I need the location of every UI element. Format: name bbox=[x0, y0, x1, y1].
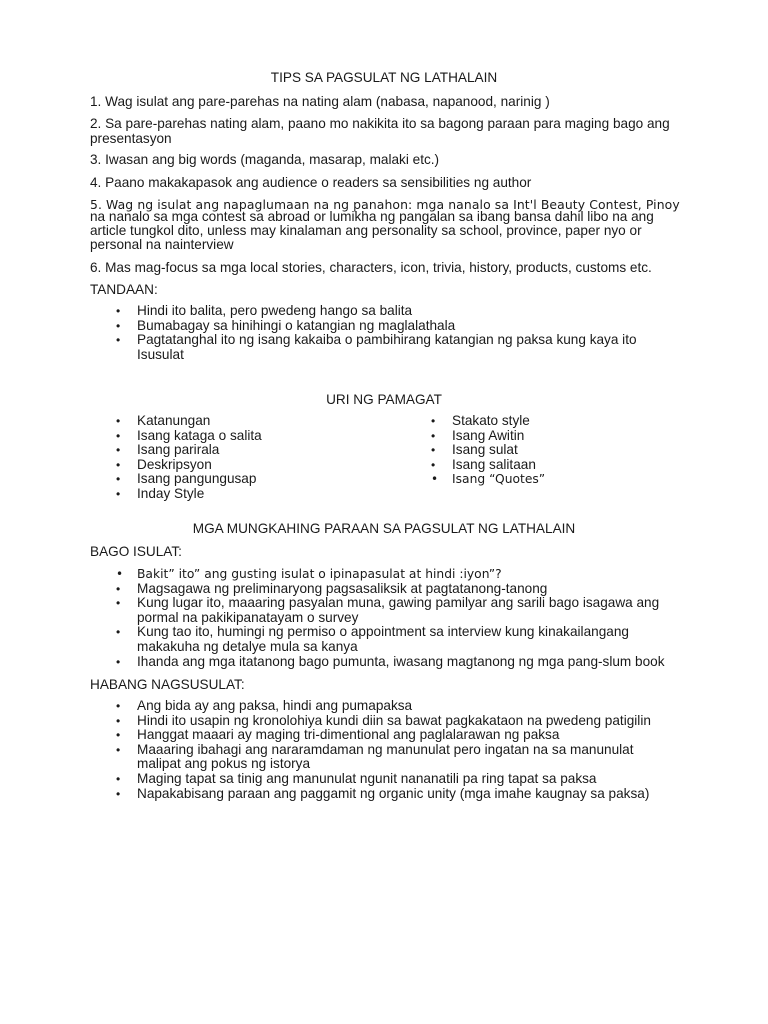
bullet-icon: • bbox=[116, 728, 121, 743]
list-item bbox=[405, 429, 665, 444]
bullet-icon: • bbox=[116, 625, 121, 640]
uri-left-list bbox=[90, 414, 390, 502]
bullet-icon: • bbox=[431, 457, 436, 472]
list-item bbox=[405, 472, 665, 487]
list-item bbox=[90, 319, 680, 334]
habang-item: Maaaring ibahagi ang nararamdaman ng manunulat pero ingatan na sa manunulat malipat ang pokus ng istorya bbox=[137, 741, 634, 772]
uri-item: Stakato style bbox=[452, 413, 530, 428]
bago-item: Bakit” ito” ang gusting isulat o ipinapasulat at hindi :iyon”? bbox=[137, 567, 502, 581]
tip-6: 6. Mas mag-focus sa mga local stories, characters, icon, trivia, history, products, customs etc. bbox=[90, 260, 652, 275]
list-item bbox=[90, 472, 390, 487]
bullet-icon: • bbox=[116, 443, 121, 458]
habang-list bbox=[90, 699, 680, 801]
bullet-icon: • bbox=[116, 428, 121, 443]
tandaan-item: Bumabagay sa hinihingi o katangian ng maglalathala bbox=[137, 317, 456, 333]
bullet-icon: • bbox=[116, 581, 121, 596]
uri-item: Isang Awitin bbox=[452, 427, 525, 443]
list-item bbox=[405, 443, 665, 458]
bullet-icon: • bbox=[116, 596, 121, 611]
bullet-icon: • bbox=[431, 428, 436, 443]
list-item bbox=[90, 414, 390, 429]
list-item bbox=[405, 414, 665, 429]
mungkahi-heading: MGA MUNGKAHING PARAAN SA PAGSULAT NG LATHALAIN bbox=[192, 521, 576, 536]
list-item bbox=[90, 443, 390, 458]
habang-item: Ang bida ay ang paksa, hindi ang pumapaksa bbox=[137, 698, 413, 713]
bago-item: Kung tao ito, humingi ng permiso o appointment sa interview kung kinakailangang makakuha ng detalye mula sa kanya bbox=[137, 624, 629, 654]
habang-item: Hindi ito usapin ng kronolohiya kundi diin sa bawat pagkakataon na pwedeng patigilin bbox=[137, 712, 651, 728]
uri-item: Inday Style bbox=[137, 485, 205, 501]
tandaan-heading: TANDAAN: bbox=[90, 282, 158, 297]
bago-item: Kung lugar ito, maaaring pasyalan muna, gawing pamilyar ang sarili bago isagawa ang pormal na pakikipanatayam o survey bbox=[137, 595, 660, 625]
tip-2: 2. Sa pare-parehas nating alam, paano mo nakikita ito sa bagong paraan para maging bago ang presentasyon bbox=[90, 116, 670, 146]
bullet-icon: • bbox=[116, 742, 121, 757]
tip-4: 4. Paano makakapasok ang audience o readers sa sensibilities ng author bbox=[90, 175, 532, 190]
list-item bbox=[90, 487, 390, 502]
bullet-icon: • bbox=[116, 304, 121, 318]
uri-item: Katanungan bbox=[137, 413, 211, 428]
tip-1: 1. Wag isulat ang pare-parehas na nating alam (nabasa, napanood, narinig ) bbox=[90, 94, 550, 109]
list-item bbox=[90, 728, 680, 743]
habang-item: Hanggat maaari ay maging tri-dimentional ang paglalarawan ng paksa bbox=[137, 727, 560, 743]
bullet-icon: • bbox=[116, 333, 121, 348]
bullet-icon: • bbox=[116, 486, 121, 501]
bago-item: Magsagawa ng preliminaryong pagsasaliksik at pagtatanong-tanong bbox=[137, 580, 548, 596]
habang-item: Maging tapat sa tinig ang manunulat ngunit nananatili pa ring tapat sa paksa bbox=[137, 770, 597, 786]
bullet-icon: • bbox=[116, 786, 121, 801]
list-item bbox=[90, 772, 680, 787]
bullet-icon: • bbox=[116, 457, 121, 472]
uri-item: Deskripsyon bbox=[137, 456, 212, 472]
bullet-icon: • bbox=[116, 567, 124, 581]
bullet-icon: • bbox=[116, 699, 121, 713]
uri-item: Isang kataga o salita bbox=[137, 427, 262, 443]
bullet-icon: • bbox=[431, 443, 436, 458]
list-item bbox=[90, 714, 680, 729]
list-item bbox=[90, 625, 680, 654]
tip-5-first-line: 5. Wag ng isulat ang napaglumaan na ng panahon: mga nanalo sa Int'l Beauty Contest, Pinoy bbox=[90, 197, 680, 212]
tandaan-item: Pagtatanghal ito ng isang kakaiba o pambihirang katangian ng paksa kung kaya ito Isusulat bbox=[137, 332, 637, 362]
list-item bbox=[90, 743, 680, 772]
bullet-icon: • bbox=[431, 472, 439, 487]
bullet-icon: • bbox=[116, 472, 121, 487]
uri-item: Isang “Quotes” bbox=[452, 472, 546, 487]
tandaan-list bbox=[90, 304, 680, 362]
uri-item: Isang salitaan bbox=[452, 456, 536, 472]
list-item bbox=[90, 787, 680, 802]
uri-item: Isang pangungusap bbox=[137, 471, 257, 487]
tandaan-item: Hindi ito balita, pero pwedeng hango sa balita bbox=[137, 303, 413, 318]
list-item bbox=[90, 458, 390, 473]
uri-heading: URI NG PAMAGAT bbox=[326, 392, 442, 407]
tip-3: 3. Iwasan ang big words (maganda, masarap, malaki etc.) bbox=[90, 152, 440, 167]
uri-item: Isang sulat bbox=[452, 442, 518, 458]
habang-heading: HABANG NAGSUSULAT: bbox=[90, 677, 245, 692]
bullet-icon: • bbox=[431, 414, 436, 428]
bullet-icon: • bbox=[116, 318, 121, 333]
tip-5-continued: na nanalo sa mga contest sa abroad or lumikha ng pangalan sa ibang bansa dahil libo na ang article tungkol dito, unless may kinalaman ang personality sa school, province, paper nyo or personal na nainterview bbox=[90, 209, 654, 252]
bullet-icon: • bbox=[116, 771, 121, 786]
list-item bbox=[90, 699, 680, 714]
bullet-icon: • bbox=[116, 414, 121, 428]
uri-right-list bbox=[405, 414, 665, 487]
page-title: TIPS SA PAGSULAT NG LATHALAIN bbox=[270, 70, 498, 85]
list-item bbox=[90, 582, 680, 597]
list-item bbox=[90, 567, 680, 582]
list-item bbox=[405, 458, 665, 473]
list-item bbox=[90, 429, 390, 444]
bullet-icon: • bbox=[116, 713, 121, 728]
list-item bbox=[90, 333, 680, 362]
uri-item: Isang parirala bbox=[137, 442, 220, 458]
bago-item: Ihanda ang mga itatanong bago pumunta, iwasang magtanong ng mga pang-slum book bbox=[137, 653, 665, 669]
list-item bbox=[90, 304, 680, 319]
bullet-icon: • bbox=[116, 654, 121, 669]
bago-list bbox=[90, 567, 680, 669]
list-item bbox=[90, 655, 680, 670]
list-item bbox=[90, 596, 680, 625]
habang-item: Napakabisang paraan ang paggamit ng organic unity (mga imahe kaugnay sa paksa) bbox=[137, 785, 650, 801]
bago-heading: BAGO ISULAT: bbox=[90, 544, 182, 559]
